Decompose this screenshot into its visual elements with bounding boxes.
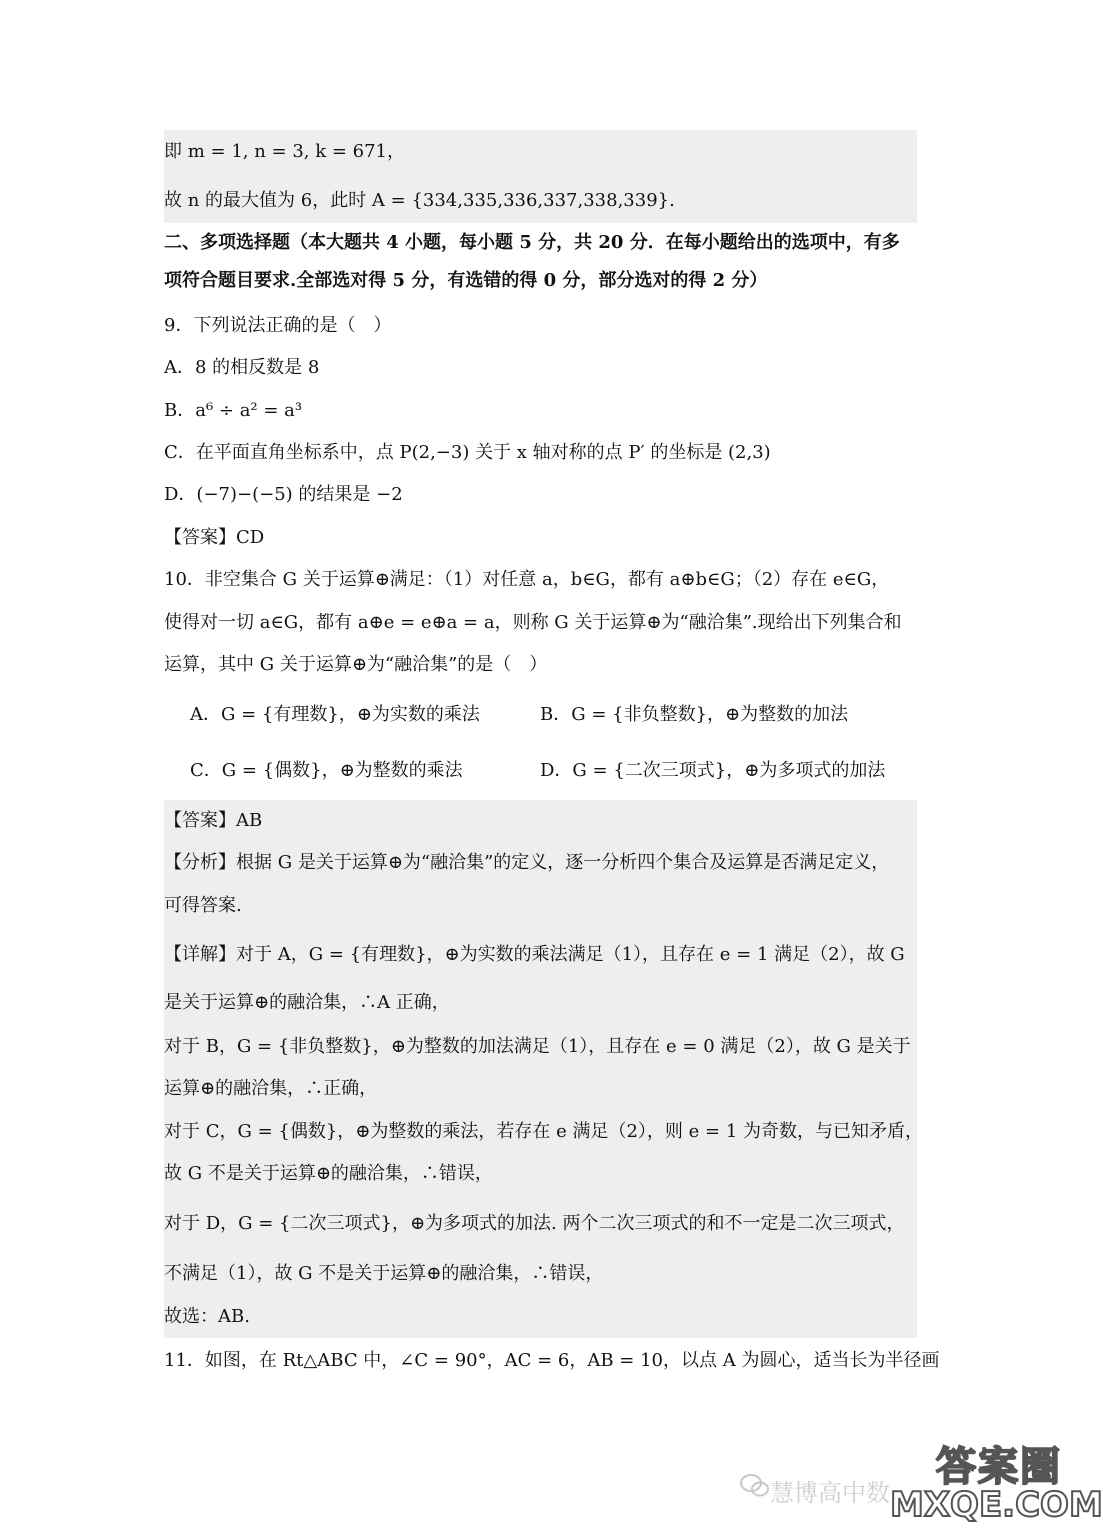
watermark (740, 1433, 1103, 1528)
q9-option-c: C．在平面直角坐标系中，点 P(2,−3) 关于 x 轴对称的点 P′ 的坐标是 (2,3) (164, 442, 771, 463)
watermark-logo-top: 答案圈 (936, 1444, 1062, 1490)
q10-detail: 不满足（1），故 G 不是关于运算⊕的融洽集，∴错误， (164, 1263, 604, 1284)
watermark-text: 慧博高中数 (770, 1479, 890, 1507)
question-10: 10．非空集合 G 关于运算⊕满足：（1）对任意 a，b∈G，都有 a⊕b∈G；（2）存在 e∈G， (164, 569, 890, 590)
q10-detail: 故选：AB. (164, 1306, 250, 1327)
question-10: 运算，其中 G 关于运算⊕为“融洽集”的是（ ） (164, 654, 548, 675)
q10-option-a: A．G = {有理数}，⊕为实数的乘法 (190, 704, 480, 725)
q10-detail: 故 G 不是关于运算⊕的融洽集，∴错误， (164, 1163, 493, 1184)
answer-shade-q10 (164, 800, 917, 1338)
q10-detail: 对于 B，G = {非负整数}，⊕为整数的加法满足（1），且存在 e = 0 满足（2），故 G 是关于 (164, 1036, 911, 1057)
q10-detail: 是关于运算⊕的融洽集，∴A 正确， (164, 992, 450, 1013)
q10-detail: 【详解】对于 A，G = {有理数}，⊕为实数的乘法满足（1），且存在 e = 1 满足（2），故 G (164, 944, 905, 965)
q10-option-d: D．G = {二次三项式}，⊕为多项式的加法 (540, 760, 886, 781)
q9-answer: 【答案】CD (164, 527, 265, 548)
section-heading: 二、多项选择题（本大题共 4 小题，每小题 5 分，共 20 分．在每小题给出的选项中，有多 (164, 232, 900, 253)
q10-answer: 【答案】AB (164, 810, 263, 831)
q10-analysis: 【分析】根据 G 是关于运算⊕为“融洽集”的定义，逐一分析四个集合及运算是否满足定义， (164, 852, 890, 873)
text-line: 故 n 的最大值为 6，此时 A = {334,335,336,337,338,339}. (164, 190, 675, 211)
section-heading: 项符合题目要求.全部选对得 5 分，有选错的得 0 分，部分选对的得 2 分） (164, 270, 768, 291)
q9-option-a: A．8 的相反数是 8 (164, 357, 320, 378)
q10-option-c: C．G = {偶数}，⊕为整数的乘法 (190, 760, 463, 781)
question-10: 使得对一切 a∈G，都有 a⊕e = e⊕a = a，则称 G 关于运算⊕为“融洽集”.现给出下列集合和 (164, 612, 902, 633)
q10-detail: 对于 C，G = {偶数}，⊕为整数的乘法，若存在 e 满足（2），则 e = 1 为奇数，与已知矛盾， (164, 1121, 924, 1142)
q10-option-b: B．G = {非负整数}，⊕为整数的加法 (540, 704, 849, 725)
wechat-icon (740, 1473, 770, 1499)
text-line: 即 m = 1, n = 3, k = 671， (164, 141, 406, 162)
question-9: 9．下列说法正确的是（ ） (164, 315, 392, 336)
q10-analysis: 可得答案. (164, 895, 242, 916)
question-11: 11．如图，在 Rt△ABC 中，∠C = 90°，AC = 6，AB = 10，以点 A 为圆心，适当长为半径画 (164, 1350, 940, 1371)
q9-option-d: D．(−7)−(−5) 的结果是 −2 (164, 484, 403, 505)
q9-option-b: B．a⁶ ÷ a² = a³ (164, 400, 303, 421)
q10-detail: 对于 D，G = {二次三项式}，⊕为多项式的加法. 两个二次三项式的和不一定是二次三项式， (164, 1213, 905, 1234)
q10-detail: 运算⊕的融洽集，∴正确， (164, 1078, 378, 1099)
watermark-logo-bottom: MXQE.COM (890, 1485, 1103, 1525)
